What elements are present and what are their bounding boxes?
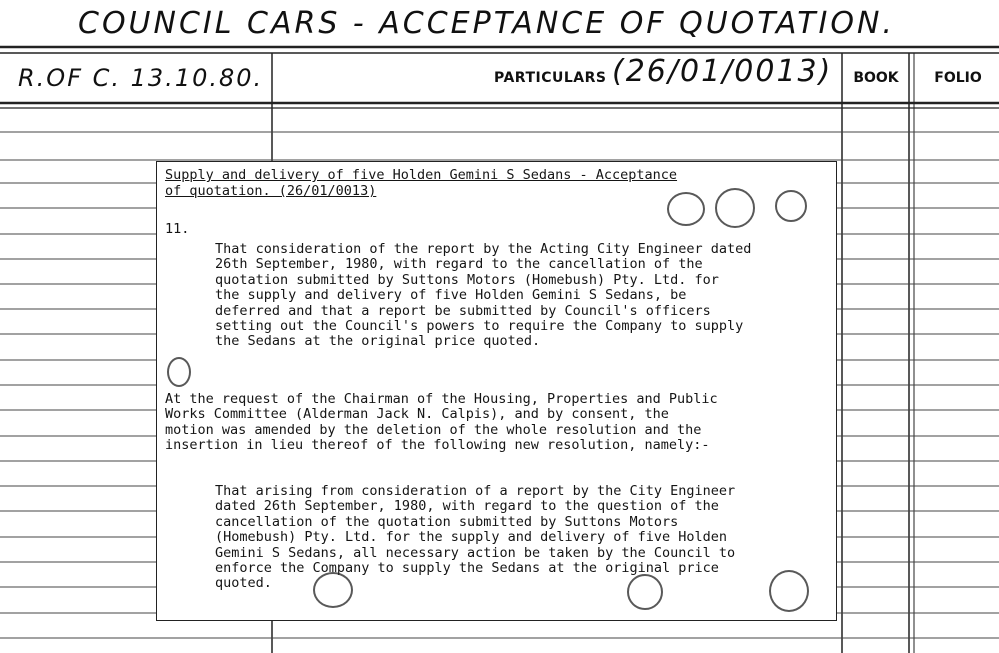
amendment-paragraph: At the request of the Chairman of the Housing, Properties and Public Works Committee (Alderman Jack N. Calpis), and by consent, the motion was amended by the deletion of the whole resolution and the insertion in lieu thereof of the following new resolution, namely:-: [165, 391, 718, 454]
minute-reference: R.OF C. 13.10.80.: [18, 64, 264, 92]
punch-hole-mark: [775, 190, 807, 222]
punch-hole-mark: [667, 192, 705, 226]
folio-column-header: FOLIO: [934, 70, 982, 86]
particulars-column-header: PARTICULARS: [494, 70, 607, 86]
original-motion-paragraph: That consideration of the report by the Acting City Engineer dated 26th September, 1980, with regard to the cancellation of the quotation submitted by Suttons Motors (Homebush) Pty. Ltd. for the supply and delivery of five Holden Gemini S Sedans, be deferred and that a report be submitted by Council's officers setting out the Council's powers to require the Company to supply the Sedans at the original price quoted.: [215, 241, 752, 350]
clipping-heading-line-1: Supply and delivery of five Holden Gemini S Sedans - Acceptance: [165, 167, 678, 183]
book-column-header: BOOK: [853, 70, 899, 86]
punch-hole-mark: [769, 570, 809, 612]
file-reference: (26/01/0013): [612, 54, 833, 89]
item-number: 11.: [165, 221, 190, 237]
punch-hole-mark: [715, 188, 755, 228]
punch-hole-mark: [167, 357, 191, 387]
sheet-title: COUNCIL CARS - ACCEPTANCE OF QUOTATION.: [78, 6, 895, 41]
punch-hole-mark: [313, 572, 353, 608]
pasted-minute-clipping: [156, 161, 837, 621]
punch-hole-mark: [627, 574, 663, 610]
new-resolution-paragraph: That arising from consideration of a report by the City Engineer dated 26th September, 1980, with regard to the question of the cancellation of the quotation submitted by Suttons Motors (Homebush) Pty. Ltd. for the supply and delivery of five Holden Gemini S Sedans, all necessary action be taken by the Council to enforce the Company to supply the Sedans at the original price quoted.: [215, 483, 736, 592]
clipping-heading-line-2: of quotation. (26/01/0013): [165, 183, 377, 199]
